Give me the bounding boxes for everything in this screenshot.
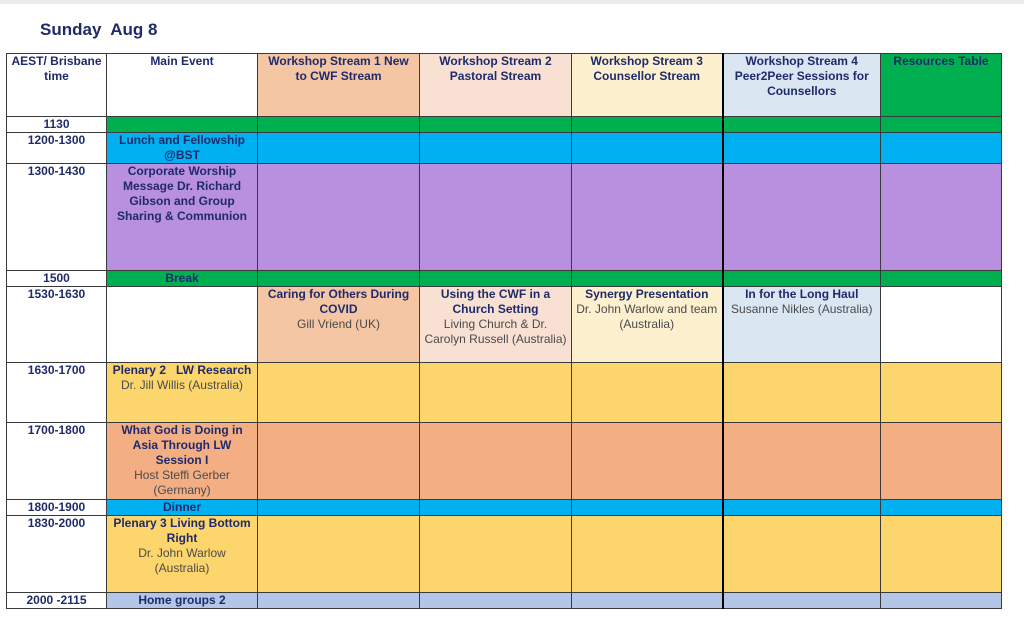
session-presenter: Gill Vriend (UK) — [297, 317, 380, 331]
main-event-cell — [107, 133, 258, 164]
header-time-label: AEST/ Brisbane time — [11, 54, 102, 83]
ws3-cell — [572, 133, 723, 164]
ws1-cell — [258, 363, 420, 423]
resources-cell — [881, 271, 1002, 287]
time-cell: 1500 — [7, 271, 107, 287]
session-presenter: Living Church & Dr. Carolyn Russell (Australia) — [424, 317, 567, 346]
session-title: In for the Long Haul — [745, 287, 859, 301]
ws2-cell — [420, 287, 572, 363]
main-event-presenter: Dr. John Warlow (Australia) — [138, 546, 226, 575]
resources-cell — [881, 287, 1002, 363]
header-ws4-label: Workshop Stream 4 Peer2Peer Sessions for Counsellors — [734, 54, 869, 98]
resources-cell — [881, 117, 1002, 133]
resources-cell — [881, 516, 1002, 593]
ws2-cell — [420, 271, 572, 287]
main-event-cell — [107, 593, 258, 609]
main-event-cell — [107, 516, 258, 593]
main-event-title: Corporate Worship Message Dr. Richard Gibson and Group Sharing & Communion — [117, 164, 247, 223]
session-title: Synergy Presentation — [585, 287, 709, 301]
session-presenter: Susanne Nikles (Australia) — [731, 302, 873, 316]
time-cell: 1300-1430 — [7, 164, 107, 271]
header-ws2 — [420, 54, 572, 117]
ws1-cell — [258, 117, 420, 133]
ws1-cell — [258, 516, 420, 593]
ws1-cell — [258, 133, 420, 164]
main-event-presenter: Host Steffi Gerber (Germany) — [134, 468, 230, 497]
ws4-cell — [723, 117, 881, 133]
session-presenter: Dr. John Warlow and team (Australia) — [576, 302, 718, 331]
page-title: Sunday Aug 8 — [40, 20, 158, 39]
main-event-title: What God is Doing in Asia Through LW Session I — [121, 423, 243, 467]
resources-cell — [881, 500, 1002, 516]
ws4-cell — [723, 500, 881, 516]
ws1-cell — [258, 164, 420, 271]
resources-cell — [881, 164, 1002, 271]
main-event-title: Lunch and Fellowship @BST — [119, 133, 245, 162]
main-event-cell — [107, 500, 258, 516]
ws1-cell — [258, 423, 420, 500]
ws3-cell — [572, 363, 723, 423]
main-event-title: Home groups 2 — [138, 593, 226, 607]
row-1800 — [7, 500, 1002, 516]
ws2-cell — [420, 133, 572, 164]
time-cell: 1130 — [7, 117, 107, 133]
ws4-cell — [723, 271, 881, 287]
ws2-cell — [420, 164, 572, 271]
ws4-cell — [723, 516, 881, 593]
ws3-cell — [572, 516, 723, 593]
main-event-cell — [107, 271, 258, 287]
ws1-cell — [258, 271, 420, 287]
header-ws1-label: Workshop Stream 1 New to CWF Stream — [268, 54, 409, 83]
ws1-cell — [258, 287, 420, 363]
main-event-cell — [107, 117, 258, 133]
ws3-cell — [572, 593, 723, 609]
main-event-title: Dinner — [162, 500, 201, 514]
resources-cell — [881, 363, 1002, 423]
ws4-cell — [723, 164, 881, 271]
ws3-cell — [572, 287, 723, 363]
ws3-cell — [572, 423, 723, 500]
header-ws4 — [723, 54, 881, 117]
row-2000 — [7, 593, 1002, 609]
main-event-cell — [107, 164, 258, 271]
row-1200 — [7, 133, 1002, 164]
row-1830 — [7, 516, 1002, 593]
ws2-cell — [420, 363, 572, 423]
ws3-cell — [572, 500, 723, 516]
main-event-presenter: Dr. Jill Willis (Australia) — [120, 378, 243, 392]
header-main-label: Main Event — [150, 54, 214, 68]
schedule-table — [6, 53, 1002, 609]
main-event-title: Plenary 3 Living Bottom Right — [113, 516, 251, 545]
time-cell: 1700-1800 — [7, 423, 107, 500]
header-row — [7, 54, 1002, 117]
header-ws1 — [258, 54, 420, 117]
row-1700 — [7, 423, 1002, 500]
row-1500 — [7, 271, 1002, 287]
main-event-cell — [107, 423, 258, 500]
main-event-title: Plenary 2 LW Research — [112, 363, 252, 377]
time-cell: 1630-1700 — [7, 363, 107, 423]
ws4-cell — [723, 423, 881, 500]
ws3-cell — [572, 117, 723, 133]
header-resources-label: Resources Table — [893, 54, 989, 68]
ws4-cell — [723, 287, 881, 363]
header-ws3-label: Workshop Stream 3 Counsellor Stream — [590, 54, 703, 83]
ws3-cell — [572, 164, 723, 271]
ws4-cell — [723, 593, 881, 609]
ws2-cell — [420, 117, 572, 133]
ws2-cell — [420, 593, 572, 609]
time-cell: 1530-1630 — [7, 287, 107, 363]
time-cell: 1830-2000 — [7, 516, 107, 593]
top-border — [0, 0, 1024, 4]
resources-cell — [881, 593, 1002, 609]
row-1300 — [7, 164, 1002, 271]
ws4-cell — [723, 363, 881, 423]
time-cell: 1200-1300 — [7, 133, 107, 164]
header-ws3 — [572, 54, 723, 117]
ws2-cell — [420, 500, 572, 516]
ws1-cell — [258, 500, 420, 516]
session-title: Caring for Others During COVID — [267, 287, 410, 316]
main-event-cell — [107, 363, 258, 423]
header-ws2-label: Workshop Stream 2 Pastoral Stream — [439, 54, 552, 83]
ws2-cell — [420, 423, 572, 500]
resources-cell — [881, 423, 1002, 500]
resources-cell — [881, 133, 1002, 164]
main-event-title: Break — [165, 271, 199, 285]
session-title: Using the CWF in a Church Setting — [440, 287, 551, 316]
ws2-cell — [420, 516, 572, 593]
row-1530 — [7, 287, 1002, 363]
header-main-event — [107, 54, 258, 117]
ws3-cell — [572, 271, 723, 287]
row-1130 — [7, 117, 1002, 133]
ws4-cell — [723, 133, 881, 164]
time-cell: 2000 -2115 — [7, 593, 107, 609]
header-time — [7, 54, 107, 117]
time-cell: 1800-1900 — [7, 500, 107, 516]
header-resources — [881, 54, 1002, 117]
ws1-cell — [258, 593, 420, 609]
row-1630 — [7, 363, 1002, 423]
main-event-cell — [107, 287, 258, 363]
